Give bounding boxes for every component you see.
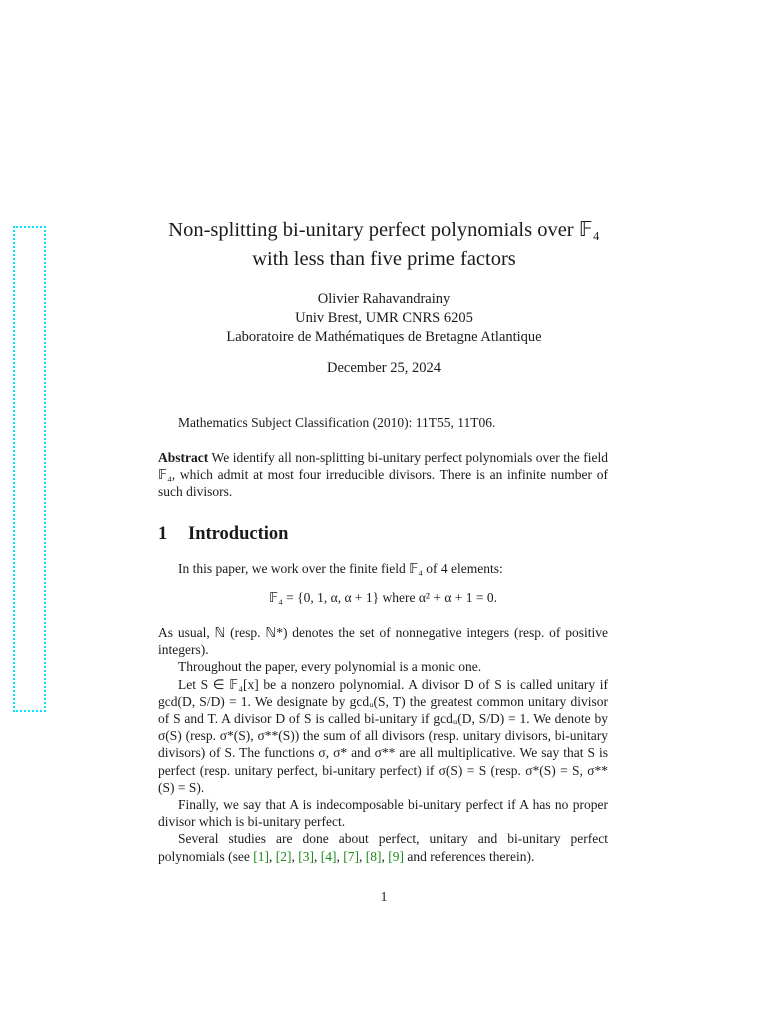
- abstract-text: We identify all non-splitting bi-unitary perfect polynomials over the field 𝔽₄, which admit at most four irreducible divisors. There is an infinite number of such divisors.: [158, 450, 608, 500]
- citation-link[interactable]: [1]: [253, 848, 269, 864]
- citation-link[interactable]: [8]: [365, 848, 382, 864]
- intro-paragraph-1: In this paper, we work over the finite field 𝔽₄ of 4 elements:: [178, 561, 503, 576]
- paragraph-studies: Several studies are done about perfect, unitary and bi-unitary perfect polynomials (see [1], [2], [3], [4], [7], [8], [9] and references therein).: [158, 831, 608, 864]
- section-title: Introduction: [188, 524, 289, 544]
- citation-link[interactable]: [7]: [343, 848, 359, 864]
- page-number: 1: [380, 889, 388, 904]
- margin-annotation-box: [13, 226, 46, 712]
- paper-title: [100, 216, 668, 274]
- paper-date: December 25, 2024: [327, 360, 441, 376]
- title-line-1: Non-splitting bi-unitary perfect polynomials over 𝔽₄: [168, 219, 600, 241]
- citation-link[interactable]: [3]: [298, 848, 314, 864]
- citation-link[interactable]: [9]: [388, 848, 404, 864]
- section-heading: [158, 524, 288, 545]
- field-equation: 𝔽₄ = {0, 1, α, α + 1} where α² + α + 1 = 0.: [268, 590, 498, 605]
- paragraph-notation: As usual, ℕ (resp. ℕ*) denotes the set of nonnegative integers (resp. of positive integers).: [158, 625, 608, 658]
- paragraph-monic: Throughout the paper, every polynomial is a monic one.: [178, 659, 482, 675]
- author-block: [100, 290, 668, 347]
- intro-body: [158, 624, 608, 865]
- abstract-label: Abstract: [158, 450, 209, 465]
- paragraph-definitions: Let S ∈ 𝔽₄[x] be a nonzero polynomial. A divisor D of S is called unitary if gcd(D, S/D) = 1. We designate by gcdᵤ(S, T) the greatest common unitary divisor of S and T. A divisor D of S is called bi-unitary if gcdᵤ(D, S/D) = 1. We denote by σ(S) (resp. σ*(S), σ**(S)) the sum of all divisors (resp. unitary divisors, bi-unitary divisors) of S. The functions σ, σ* and σ** are all multiplicative. We say that S is perfect (resp. unitary perfect, bi-unitary perfect) if σ(S) = S (resp. σ*(S) = S, σ**(S) = S).: [158, 676, 608, 795]
- abstract: [158, 449, 608, 501]
- citation-link[interactable]: [2]: [275, 848, 292, 864]
- section-number: 1: [158, 524, 168, 544]
- author-name: Olivier Rahavandrainy: [317, 291, 451, 307]
- paragraph-indecomposable: Finally, we say that A is indecomposable bi-unitary perfect if A has no proper divisor which is bi-unitary perfect.: [158, 797, 608, 830]
- author-affiliation-2: Laboratoire de Mathématiques de Bretagne Atlantique: [226, 329, 542, 345]
- msc-classification: Mathematics Subject Classification (2010): 11T55, 11T06.: [178, 415, 496, 430]
- citation-link[interactable]: [4]: [320, 848, 337, 864]
- title-line-2: with less than five prime factors: [252, 248, 516, 270]
- author-affiliation-1: Univ Brest, UMR CNRS 6205: [295, 310, 473, 326]
